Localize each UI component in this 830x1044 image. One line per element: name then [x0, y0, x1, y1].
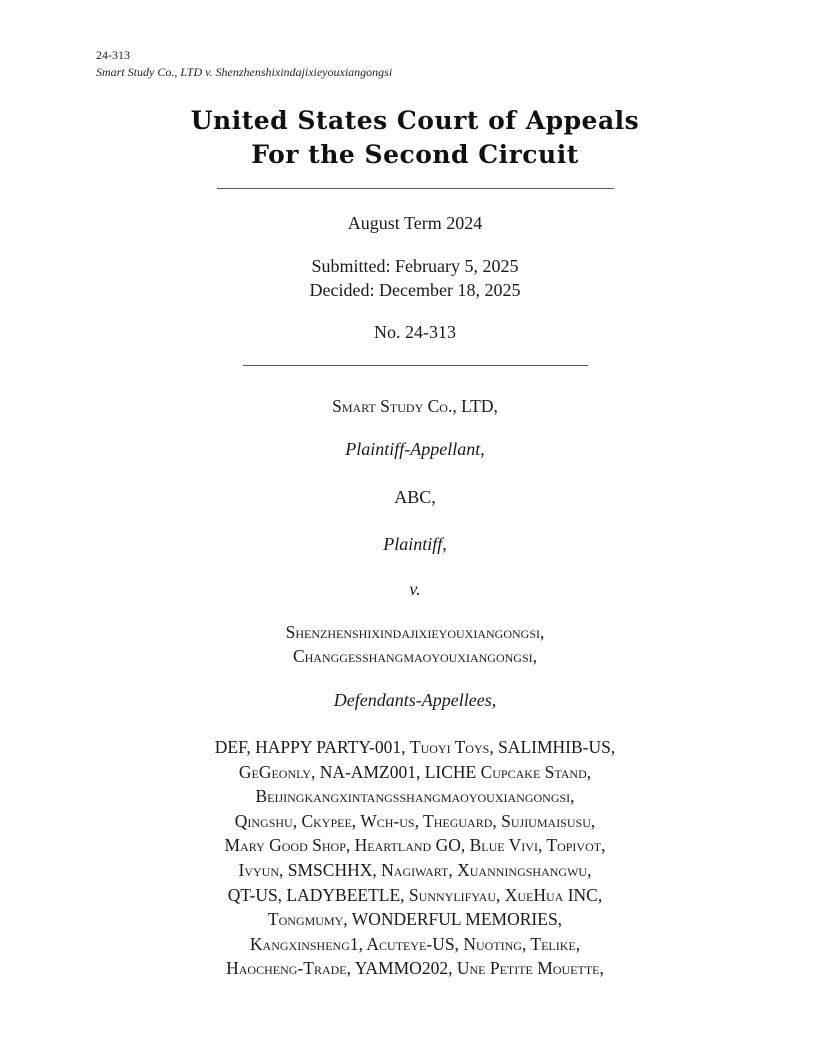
defendant-appellee: Changgesshangmaoyouxiangongsi, [292, 646, 538, 666]
defendant-name-segment: , YAMMO202, [346, 958, 457, 979]
submitted-date: Submitted: February 5, 2025 [311, 256, 519, 276]
defendants-line [0, 956, 830, 981]
defendant-name-segment: Tuoyi Toys [409, 737, 490, 757]
defendant-name-segment: , NA-AMZ001, LICHE [310, 761, 481, 782]
defendant-name-segment: Une Petite Mouette, [456, 958, 604, 979]
plaintiff-role: Plaintiff, [383, 534, 447, 554]
docket-number: 24-313 [96, 48, 130, 62]
defendants-appellees-role: Defendants-Appellees, [333, 690, 497, 710]
plaintiff-name: ABC, [394, 487, 436, 507]
defendants-line [0, 735, 830, 760]
plaintiff-appellant-role: Plaintiff-Appellant, [345, 439, 485, 459]
defendant-name-segment: Sunnylifyau, XueHua [408, 884, 564, 905]
defendant-name-segment: DEF, HAPPY PARTY-001, [214, 737, 410, 757]
defendants-line [0, 760, 830, 785]
case-caption: Smart Study Co., LTD v. Shenzhenshixindajixieyouxiangongsi [96, 65, 393, 79]
defendants-line [0, 932, 830, 957]
defendants-line [0, 883, 830, 908]
defendant-name-segment: US [432, 933, 455, 954]
court-title-line-1: United States Court of Appeals [190, 106, 640, 135]
court-title-line-2: For the Second Circuit [251, 140, 579, 169]
defendants-line [0, 833, 830, 858]
defendant-name-segment: , SMSCHHX, [279, 859, 382, 880]
defendant-name-segment: INC, [563, 884, 603, 905]
defendant-name-segment: Nagiwart, Xuanningshangwu, [381, 859, 592, 880]
defendant-name-segment: Haocheng-Trade [226, 958, 347, 979]
defendant-name-segment: Mary Good Shop, Heartland [224, 835, 436, 856]
defendants-appellees-list [0, 620, 830, 668]
defendant-name-segment: GO [435, 835, 461, 856]
defendants-line [0, 858, 830, 883]
defendant-name-segment: Tongmumy [267, 909, 344, 930]
versus: v. [409, 579, 421, 599]
defendant-name-segment: Kangxinsheng1, Acuteye- [249, 933, 433, 954]
defendant-name-segment: , [586, 761, 592, 782]
defendant-name-segment: Ivyun [238, 859, 280, 880]
defendant-name-segment: , SALIMHIB-US, [489, 737, 616, 757]
divider-rule [243, 365, 588, 366]
defendant-name-segment: Cupcake Stand [480, 761, 587, 782]
decided-date: Decided: December 18, 2025 [309, 280, 521, 300]
defendants-line [0, 784, 830, 809]
plaintiff-appellant-name: Smart Study Co., LTD, [332, 396, 498, 416]
defendant-name-segment: Qingshu, Ckypee, Wch-us, Theguard, Sujiumaisusu, [234, 810, 596, 831]
court-title [0, 104, 830, 172]
defendants-line [0, 809, 830, 834]
defendant-name-segment: , WONDERFUL MEMORIES, [343, 909, 563, 930]
docket-number-centered: No. 24-313 [374, 322, 456, 342]
divider-rule [217, 188, 614, 189]
defendants-list [0, 735, 830, 981]
defendant-name-segment: , Nuoting, Telike, [454, 933, 581, 954]
term: August Term 2024 [347, 213, 483, 233]
defendant-name-segment: QT-US, LADYBEETLE, [227, 884, 409, 905]
defendant-name-segment: GeGeonly [238, 761, 311, 782]
defendants-line [0, 907, 830, 932]
defendant-name-segment: Beijingkangxintangsshangmaoyouxiangongsi, [255, 786, 575, 807]
defendant-name-segment: , Blue Vivi, Topivot, [460, 835, 606, 856]
running-header [96, 47, 392, 81]
defendant-appellee: Shenzhenshixindajixieyouxiangongsi, [285, 622, 545, 642]
